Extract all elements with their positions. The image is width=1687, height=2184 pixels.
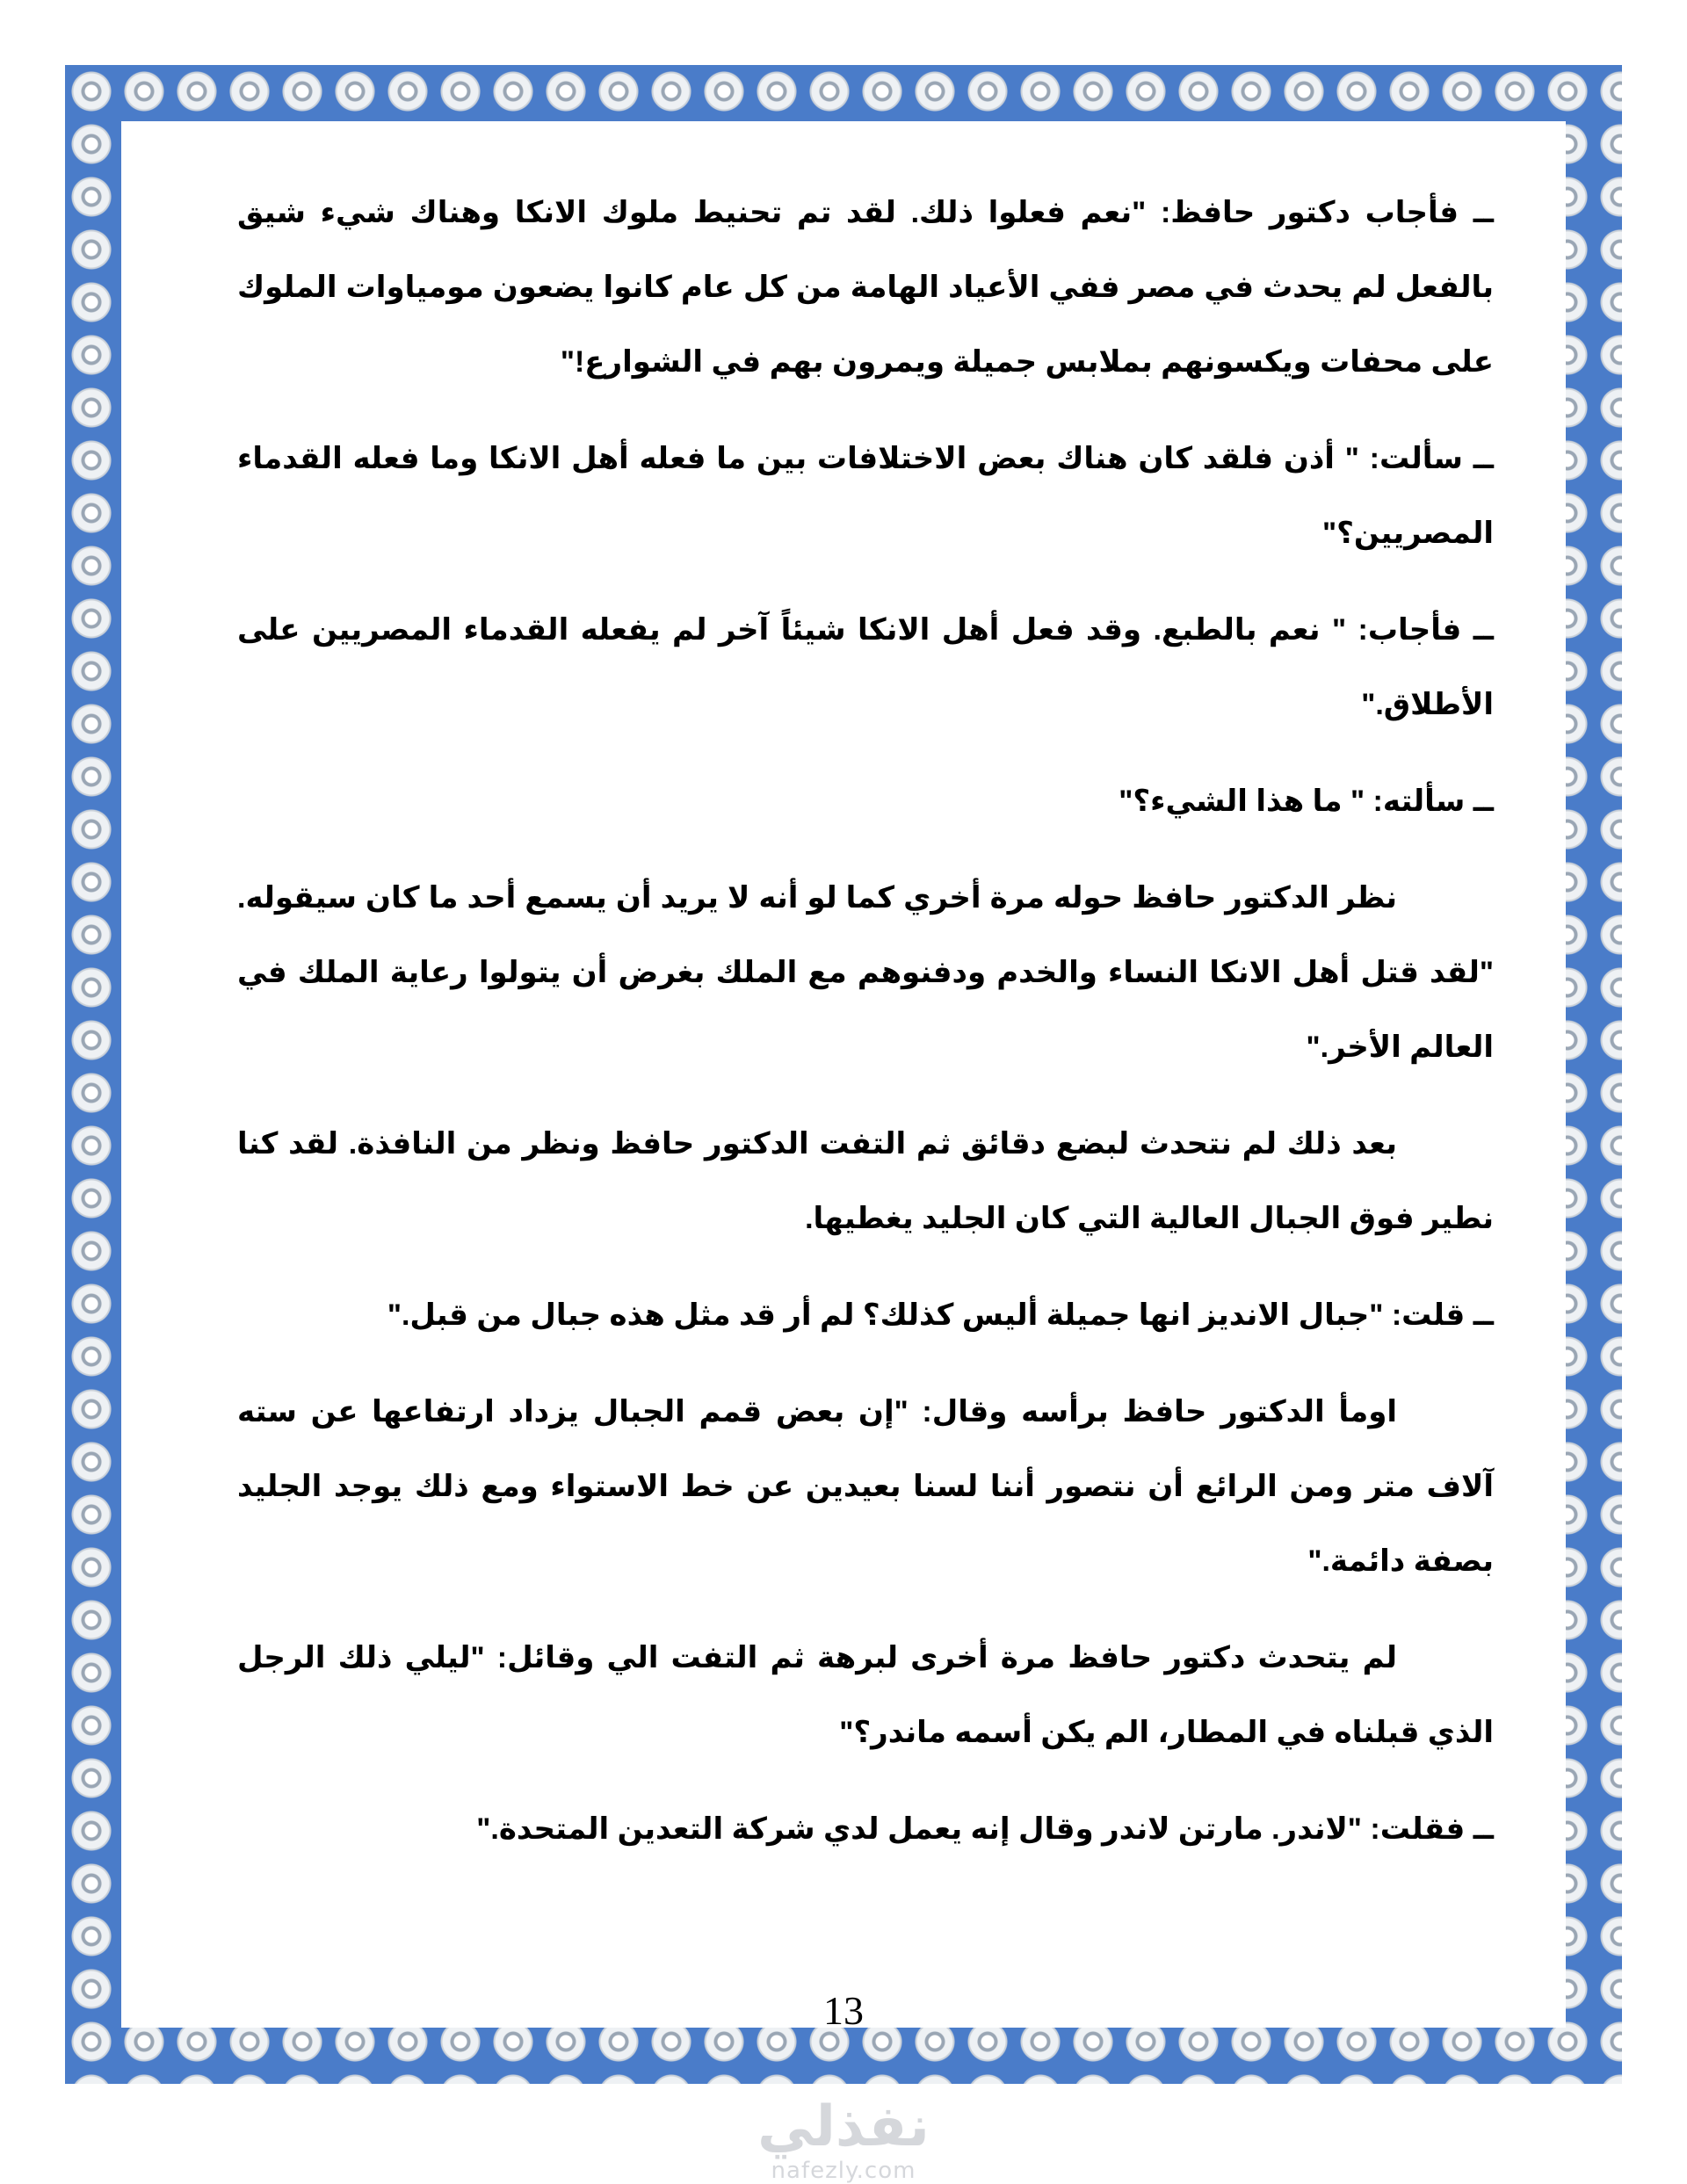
paragraph: ــ سألته: " ما هذا الشيء؟" (1119, 785, 1494, 818)
paragraph: ــ سألت: " أذن فلقد كان هناك بعض الاختلافات بين ما فعله أهل الانكا وما فعله القدماء المصريين؟" (237, 442, 1494, 550)
paragraph: ــ فأجاب دكتور حافظ: "نعم فعلوا ذلك. لقد تم تحنيط ملوك الانكا وهناك شيء شيق بالفعل لم يحدث في مصر ففي الأعياد الهامة من كل عام كانوا يضعون مومياوات الملوك على محفات ويكسونهم بملابس جميلة ويمرون بهم في الشوارع!" (237, 196, 1494, 379)
paragraph: بعد ذلك لم نتحدث لبضع دقائق ثم التفت الدكتور حافظ ونظر من النافذة. لقد كنا نطير فوق الجبال العالية التي كان الجليد يغطيها. (237, 1127, 1494, 1235)
watermark-logo-text: نفذلي (757, 2094, 930, 2159)
paragraph: اومأ الدكتور حافظ برأسه وقال: "إن بعض قمم الجبال يزداد ارتفاعها عن سته آلاف متر ومن الرائع أن نتصور أننا لسنا بعيدين عن خط الاستواء ومع ذلك يوجد الجليد بصفة دائمة." (237, 1395, 1494, 1578)
watermark-url: nafezly.com (771, 2158, 916, 2184)
paragraph: لم يتحدث دكتور حافظ مرة أخرى لبرهة ثم التفت الي وقائل: "ليلي ذلك الرجل الذي قبلناه في المطار، الم يكن أسمه ماندر؟" (237, 1641, 1494, 1749)
paragraph: ــ قلت: "جبال الانديز انها جميلة أليس كذلك؟ لم أر قد مثل هذه جبال من قبل." (387, 1298, 1494, 1332)
document-body (237, 176, 1494, 1889)
paragraph: ــ فقلت: "لاندر. مارتن لاندر وقال إنه يعمل لدي شركة التعدين المتحدة." (476, 1812, 1494, 1846)
watermark-logo (738, 2096, 949, 2184)
page-number: 13 (823, 1988, 864, 2033)
paragraph: ــ فأجاب: " نعم بالطبع. وقد فعل أهل الانكا شيئاً آخر لم يفعله القدماء المصريين على الأطلاق." (237, 613, 1495, 721)
paragraph: نظر الدكتور حافظ حوله مرة أخري كما لو أنه لا يريد أن يسمع أحد ما كان سيقوله. "لقد قتل أهل الانكا النساء والخدم ودفنوهم مع الملك بغرض أن يتولوا رعاية الملك في العالم الأخر." (237, 881, 1494, 1064)
